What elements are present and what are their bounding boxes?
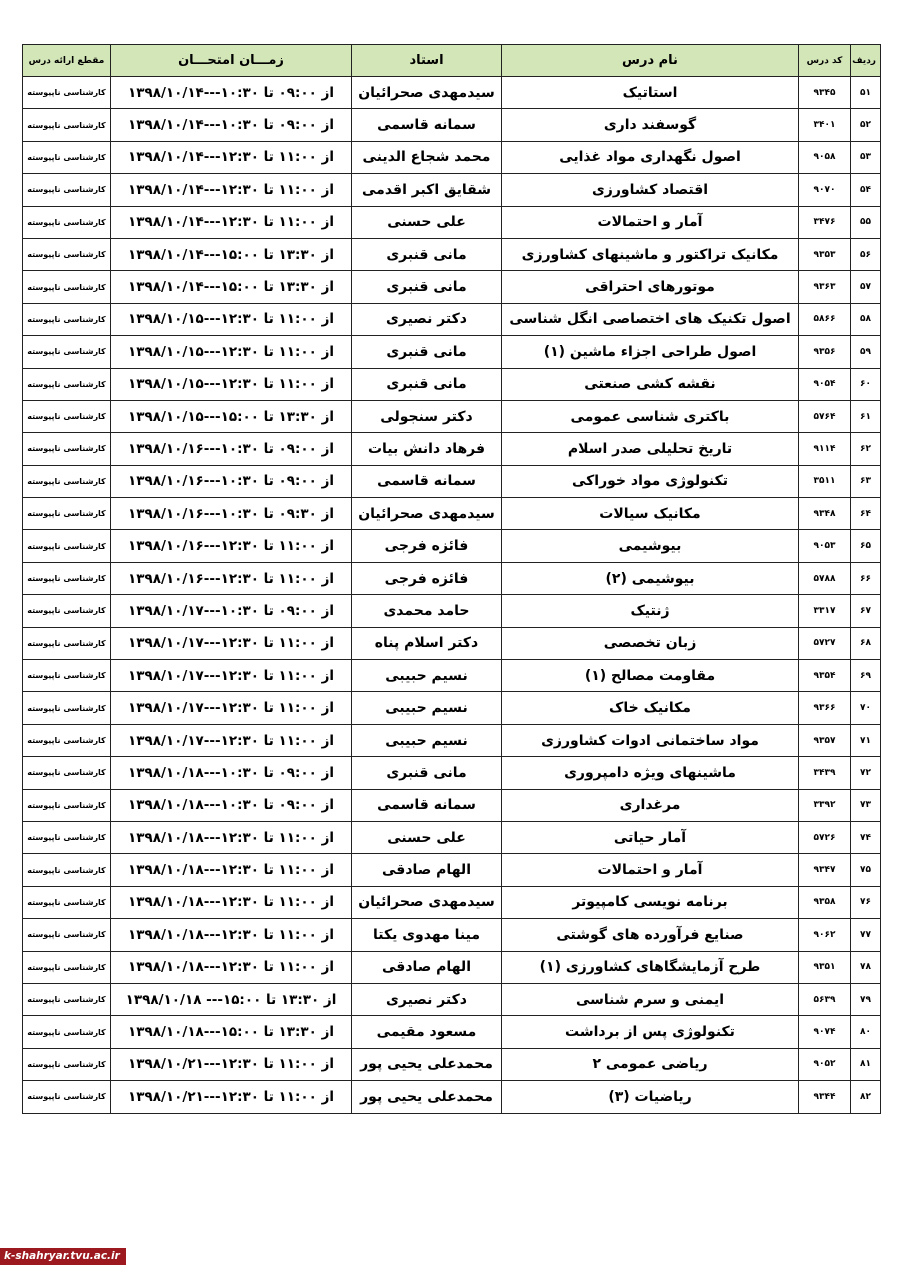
teacher-cell: نسیم حبیبی xyxy=(352,724,502,756)
table-row xyxy=(23,886,881,918)
row-number-cell: ۸۰ xyxy=(851,1016,881,1048)
level-cell: کارشناسی ناپیوسته xyxy=(23,433,111,465)
teacher-cell: دکتر سنجولی xyxy=(352,400,502,432)
row-number-cell: ۵۱ xyxy=(851,77,881,109)
course-code-cell: ۵۶۳۹ xyxy=(799,983,851,1015)
exam-time-cell: از ۱۱:۰۰ تا ۱۲:۳۰---۱۳۹۸/۱۰/۱۶ xyxy=(111,562,352,594)
course-code-cell: ۵۷۸۸ xyxy=(799,562,851,594)
teacher-cell: سمانه قاسمی xyxy=(352,109,502,141)
level-cell: کارشناسی ناپیوسته xyxy=(23,854,111,886)
level-cell: کارشناسی ناپیوسته xyxy=(23,465,111,497)
header-course-code: کد درس xyxy=(799,45,851,77)
table-row xyxy=(23,562,881,594)
exam-time-cell: از ۱۱:۰۰ تا ۱۲:۳۰---۱۳۹۸/۱۰/۱۴ xyxy=(111,206,352,238)
course-name-cell: زبان تخصصی xyxy=(502,627,799,659)
course-code-cell: ۹۰۷۰ xyxy=(799,174,851,206)
header-teacher: استاد xyxy=(352,45,502,77)
exam-time-cell: از ۱۱:۰۰ تا ۱۲:۳۰---۱۳۹۸/۱۰/۱۷ xyxy=(111,724,352,756)
table-row xyxy=(23,174,881,206)
table-row xyxy=(23,368,881,400)
exam-time-cell: از ۱۱:۰۰ تا ۱۲:۳۰---۱۳۹۸/۱۰/۱۷ xyxy=(111,660,352,692)
course-code-cell: ۹۳۵۴ xyxy=(799,660,851,692)
level-cell: کارشناسی ناپیوسته xyxy=(23,77,111,109)
exam-time-cell: از ۱۱:۰۰ تا ۱۲:۳۰---۱۳۹۸/۱۰/۱۷ xyxy=(111,692,352,724)
exam-time-cell: از ۰۹:۰۰ تا ۱۰:۳۰---۱۳۹۸/۱۰/۱۸ xyxy=(111,757,352,789)
level-cell: کارشناسی ناپیوسته xyxy=(23,821,111,853)
level-cell: کارشناسی ناپیوسته xyxy=(23,400,111,432)
exam-time-cell: از ۱۱:۰۰ تا ۱۲:۳۰---۱۳۹۸/۱۰/۱۴ xyxy=(111,141,352,173)
row-number-cell: ۶۰ xyxy=(851,368,881,400)
course-code-cell: ۳۳۹۲ xyxy=(799,789,851,821)
teacher-cell: شقایق اکبر اقدمی xyxy=(352,174,502,206)
exam-time-cell: از ۱۳:۳۰ تا ۱۵:۰۰---۱۳۹۸/۱۰/۱۴ xyxy=(111,238,352,270)
course-name-cell: برنامه نویسی کامپیوتر xyxy=(502,886,799,918)
exam-time-cell: از ۱۱:۰۰ تا ۱۲:۳۰---۱۳۹۸/۱۰/۱۵ xyxy=(111,303,352,335)
course-name-cell: ژنتیک xyxy=(502,595,799,627)
row-number-cell: ۶۷ xyxy=(851,595,881,627)
teacher-cell: الهام صادقی xyxy=(352,951,502,983)
course-code-cell: ۹۰۶۲ xyxy=(799,919,851,951)
level-cell: کارشناسی ناپیوسته xyxy=(23,789,111,821)
exam-time-cell: از ۱۱:۰۰ تا ۱۲:۳۰---۱۳۹۸/۱۰/۱۶ xyxy=(111,530,352,562)
table-row xyxy=(23,789,881,821)
teacher-cell: مانی قنبری xyxy=(352,368,502,400)
table-row xyxy=(23,336,881,368)
table-row xyxy=(23,530,881,562)
site-url-badge: k-shahryar.tvu.ac.ir xyxy=(0,1248,126,1265)
exam-time-cell: از ۰۹:۳۰ تا ۱۰:۳۰---۱۳۹۸/۱۰/۱۶ xyxy=(111,498,352,530)
exam-time-cell: از ۱۱:۰۰ تا ۱۲:۳۰---۱۳۹۸/۱۰/۱۸ xyxy=(111,951,352,983)
teacher-cell: علی حسنی xyxy=(352,206,502,238)
course-name-cell: بیوشیمی xyxy=(502,530,799,562)
level-cell: کارشناسی ناپیوسته xyxy=(23,919,111,951)
row-number-cell: ۸۱ xyxy=(851,1048,881,1080)
course-code-cell: ۹۱۱۴ xyxy=(799,433,851,465)
course-name-cell: بیوشیمی (۲) xyxy=(502,562,799,594)
teacher-cell: دکتر اسلام پناه xyxy=(352,627,502,659)
row-number-cell: ۶۸ xyxy=(851,627,881,659)
exam-time-cell: از ۱۱:۰۰ تا ۱۲:۳۰---۱۳۹۸/۱۰/۱۵ xyxy=(111,336,352,368)
exam-time-cell: از ۰۹:۰۰ تا ۱۰:۳۰---۱۳۹۸/۱۰/۱۸ xyxy=(111,789,352,821)
teacher-cell: مسعود مقیمی xyxy=(352,1016,502,1048)
course-code-cell: ۵۷۲۷ xyxy=(799,627,851,659)
level-cell: کارشناسی ناپیوسته xyxy=(23,886,111,918)
level-cell: کارشناسی ناپیوسته xyxy=(23,206,111,238)
row-number-cell: ۷۲ xyxy=(851,757,881,789)
course-name-cell: ریاضیات (۳) xyxy=(502,1081,799,1113)
row-number-cell: ۵۸ xyxy=(851,303,881,335)
exam-time-cell: از ۱۱:۰۰ تا ۱۲:۳۰---۱۳۹۸/۱۰/۱۸ xyxy=(111,886,352,918)
teacher-cell: فائزه فرجی xyxy=(352,562,502,594)
exam-time-cell: از ۱۱:۰۰ تا ۱۲:۳۰---۱۳۹۸/۱۰/۱۸ xyxy=(111,854,352,886)
row-number-cell: ۵۷ xyxy=(851,271,881,303)
table-row xyxy=(23,627,881,659)
row-number-cell: ۷۱ xyxy=(851,724,881,756)
table-row xyxy=(23,1016,881,1048)
course-name-cell: آمار و احتمالات xyxy=(502,206,799,238)
row-number-cell: ۶۱ xyxy=(851,400,881,432)
header-exam-time: زمـــان امتحـــان xyxy=(111,45,352,77)
header-row xyxy=(23,45,881,77)
level-cell: کارشناسی ناپیوسته xyxy=(23,368,111,400)
teacher-cell: سیدمهدی صحرائیان xyxy=(352,498,502,530)
level-cell: کارشناسی ناپیوسته xyxy=(23,1048,111,1080)
row-number-cell: ۵۳ xyxy=(851,141,881,173)
row-number-cell: ۶۴ xyxy=(851,498,881,530)
teacher-cell: محمد شجاع الدینی xyxy=(352,141,502,173)
table-row xyxy=(23,303,881,335)
course-code-cell: ۹۳۵۱ xyxy=(799,951,851,983)
row-number-cell: ۶۲ xyxy=(851,433,881,465)
course-name-cell: طرح آزمایشگاهای کشاورزی (۱) xyxy=(502,951,799,983)
teacher-cell: نسیم حبیبی xyxy=(352,660,502,692)
exam-time-cell: از ۱۱:۰۰ تا ۱۲:۳۰---۱۳۹۸/۱۰/۱۴ xyxy=(111,174,352,206)
table-row xyxy=(23,465,881,497)
exam-time-cell: از ۱۱:۰۰ تا ۱۲:۳۰---۱۳۹۸/۱۰/۱۸ xyxy=(111,919,352,951)
row-number-cell: ۷۹ xyxy=(851,983,881,1015)
course-name-cell: صنایع فرآورده های گوشتی xyxy=(502,919,799,951)
exam-time-cell: از ۱۱:۰۰ تا ۱۲:۳۰---۱۳۹۸/۱۰/۱۵ xyxy=(111,368,352,400)
exam-time-cell: از ۰۹:۰۰ تا ۱۰:۳۰---۱۳۹۸/۱۰/۱۶ xyxy=(111,433,352,465)
course-name-cell: موتورهای احتراقی xyxy=(502,271,799,303)
exam-time-cell: از ۱۱:۰۰ تا ۱۲:۳۰---۱۳۹۸/۱۰/۱۸ xyxy=(111,821,352,853)
table-row xyxy=(23,498,881,530)
course-code-cell: ۹۰۵۲ xyxy=(799,1048,851,1080)
table-row xyxy=(23,854,881,886)
exam-time-cell: از ۰۹:۰۰ تا ۱۰:۳۰---۱۳۹۸/۱۰/۱۶ xyxy=(111,465,352,497)
row-number-cell: ۷۴ xyxy=(851,821,881,853)
table-row xyxy=(23,724,881,756)
course-name-cell: اصول نگهداری مواد غذایی xyxy=(502,141,799,173)
level-cell: کارشناسی ناپیوسته xyxy=(23,530,111,562)
row-number-cell: ۵۲ xyxy=(851,109,881,141)
course-code-cell: ۳۵۱۱ xyxy=(799,465,851,497)
table-row xyxy=(23,692,881,724)
table-row xyxy=(23,206,881,238)
course-name-cell: مرغداری xyxy=(502,789,799,821)
course-code-cell: ۳۳۱۷ xyxy=(799,595,851,627)
header-course-name: نام درس xyxy=(502,45,799,77)
level-cell: کارشناسی ناپیوسته xyxy=(23,692,111,724)
course-code-cell: ۳۴۳۹ xyxy=(799,757,851,789)
table-row xyxy=(23,400,881,432)
exam-time-cell: از ۱۱:۰۰ تا ۱۲:۳۰---۱۳۹۸/۱۰/۱۷ xyxy=(111,627,352,659)
level-cell: کارشناسی ناپیوسته xyxy=(23,498,111,530)
teacher-cell: سیدمهدی صحرائیان xyxy=(352,886,502,918)
teacher-cell: مینا مهدوی یکتا xyxy=(352,919,502,951)
course-code-cell: ۹۳۵۳ xyxy=(799,238,851,270)
course-code-cell: ۹۰۵۸ xyxy=(799,141,851,173)
table-row xyxy=(23,660,881,692)
level-cell: کارشناسی ناپیوسته xyxy=(23,336,111,368)
course-code-cell: ۹۰۵۳ xyxy=(799,530,851,562)
exam-time-cell: از ۰۹:۰۰ تا ۱۰:۳۰---۱۳۹۸/۱۰/۱۴ xyxy=(111,109,352,141)
table-row xyxy=(23,271,881,303)
table-row xyxy=(23,951,881,983)
teacher-cell: مانی قنبری xyxy=(352,336,502,368)
teacher-cell: سمانه قاسمی xyxy=(352,465,502,497)
row-number-cell: ۶۵ xyxy=(851,530,881,562)
course-name-cell: اصول تکنیک های اختصاصی انگل شناسی xyxy=(502,303,799,335)
exam-schedule-table xyxy=(22,44,881,1114)
table-row xyxy=(23,77,881,109)
level-cell: کارشناسی ناپیوسته xyxy=(23,238,111,270)
row-number-cell: ۵۹ xyxy=(851,336,881,368)
row-number-cell: ۷۳ xyxy=(851,789,881,821)
row-number-cell: ۷۷ xyxy=(851,919,881,951)
teacher-cell: مانی قنبری xyxy=(352,238,502,270)
row-number-cell: ۶۶ xyxy=(851,562,881,594)
course-code-cell: ۳۴۰۱ xyxy=(799,109,851,141)
level-cell: کارشناسی ناپیوسته xyxy=(23,660,111,692)
level-cell: کارشناسی ناپیوسته xyxy=(23,303,111,335)
course-name-cell: ریاضی عمومی ۲ xyxy=(502,1048,799,1080)
course-name-cell: ایمنی و سرم شناسی xyxy=(502,983,799,1015)
level-cell: کارشناسی ناپیوسته xyxy=(23,271,111,303)
teacher-cell: فرهاد دانش بیات xyxy=(352,433,502,465)
course-name-cell: استاتیک xyxy=(502,77,799,109)
course-code-cell: ۳۴۷۶ xyxy=(799,206,851,238)
course-code-cell: ۹۳۵۷ xyxy=(799,724,851,756)
level-cell: کارشناسی ناپیوسته xyxy=(23,724,111,756)
teacher-cell: دکتر نصیری xyxy=(352,303,502,335)
level-cell: کارشناسی ناپیوسته xyxy=(23,174,111,206)
teacher-cell: سمانه قاسمی xyxy=(352,789,502,821)
row-number-cell: ۷۸ xyxy=(851,951,881,983)
table-row xyxy=(23,238,881,270)
level-cell: کارشناسی ناپیوسته xyxy=(23,595,111,627)
exam-time-cell: از ۰۹:۰۰ تا ۱۰:۳۰---۱۳۹۸/۱۰/۱۴ xyxy=(111,77,352,109)
course-code-cell: ۵۸۶۶ xyxy=(799,303,851,335)
table-row xyxy=(23,141,881,173)
row-number-cell: ۵۴ xyxy=(851,174,881,206)
course-code-cell: ۵۷۶۴ xyxy=(799,400,851,432)
exam-time-cell: از ۱۱:۰۰ تا ۱۲:۳۰---۱۳۹۸/۱۰/۲۱ xyxy=(111,1048,352,1080)
teacher-cell: حامد محمدی xyxy=(352,595,502,627)
row-number-cell: ۶۳ xyxy=(851,465,881,497)
course-name-cell: تکنولوژی مواد خوراکی xyxy=(502,465,799,497)
teacher-cell: سیدمهدی صحرائیان xyxy=(352,77,502,109)
exam-time-cell: از ۰۹:۰۰ تا ۱۰:۳۰---۱۳۹۸/۱۰/۱۷ xyxy=(111,595,352,627)
row-number-cell: ۸۲ xyxy=(851,1081,881,1113)
teacher-cell: فائزه فرجی xyxy=(352,530,502,562)
course-code-cell: ۹۳۴۵ xyxy=(799,77,851,109)
course-code-cell: ۹۳۶۳ xyxy=(799,271,851,303)
row-number-cell: ۵۵ xyxy=(851,206,881,238)
teacher-cell: دکتر نصیری xyxy=(352,983,502,1015)
teacher-cell: مانی قنبری xyxy=(352,757,502,789)
table-row xyxy=(23,109,881,141)
course-name-cell: گوسفند داری xyxy=(502,109,799,141)
level-cell: کارشناسی ناپیوسته xyxy=(23,757,111,789)
row-number-cell: ۵۶ xyxy=(851,238,881,270)
table-row xyxy=(23,1048,881,1080)
table-row xyxy=(23,757,881,789)
table-row xyxy=(23,595,881,627)
course-code-cell: ۹۳۴۷ xyxy=(799,854,851,886)
course-code-cell: ۹۳۶۶ xyxy=(799,692,851,724)
level-cell: کارشناسی ناپیوسته xyxy=(23,562,111,594)
header-level: مقطع ارائه درس xyxy=(23,45,111,77)
exam-time-cell: از ۱۱:۰۰ تا ۱۲:۳۰---۱۳۹۸/۱۰/۲۱ xyxy=(111,1081,352,1113)
teacher-cell: نسیم حبیبی xyxy=(352,692,502,724)
level-cell: کارشناسی ناپیوسته xyxy=(23,1016,111,1048)
exam-time-cell: از ۱۳:۳۰ تا ۱۵:۰۰---۱۳۹۸/۱۰/۱۵ xyxy=(111,400,352,432)
level-cell: کارشناسی ناپیوسته xyxy=(23,951,111,983)
row-number-cell: ۷۶ xyxy=(851,886,881,918)
table-row xyxy=(23,1081,881,1113)
teacher-cell: محمدعلی یحیی پور xyxy=(352,1081,502,1113)
course-name-cell: مقاومت مصالح (۱) xyxy=(502,660,799,692)
level-cell: کارشناسی ناپیوسته xyxy=(23,1081,111,1113)
row-number-cell: ۷۰ xyxy=(851,692,881,724)
course-name-cell: ماشینهای ویژه دامپروری xyxy=(502,757,799,789)
course-code-cell: ۹۳۵۶ xyxy=(799,336,851,368)
course-code-cell: ۹۰۷۴ xyxy=(799,1016,851,1048)
course-name-cell: باکتری شناسی عمومی xyxy=(502,400,799,432)
level-cell: کارشناسی ناپیوسته xyxy=(23,627,111,659)
exam-time-cell: از ۱۳:۳۰ تا ۱۵:۰۰---۱۳۹۸/۱۰/۱۸ xyxy=(111,1016,352,1048)
teacher-cell: الهام صادقی xyxy=(352,854,502,886)
course-name-cell: آمار حیاتی xyxy=(502,821,799,853)
course-code-cell: ۹۳۵۸ xyxy=(799,886,851,918)
course-name-cell: اصول طراحی اجزاء ماشین (۱) xyxy=(502,336,799,368)
teacher-cell: محمدعلی یحیی پور xyxy=(352,1048,502,1080)
course-code-cell: ۹۳۴۸ xyxy=(799,498,851,530)
teacher-cell: علی حسنی xyxy=(352,821,502,853)
level-cell: کارشناسی ناپیوسته xyxy=(23,983,111,1015)
row-number-cell: ۷۵ xyxy=(851,854,881,886)
course-name-cell: مکانیک تراکتور و ماشینهای کشاورزی xyxy=(502,238,799,270)
level-cell: کارشناسی ناپیوسته xyxy=(23,109,111,141)
course-name-cell: مکانیک خاک xyxy=(502,692,799,724)
course-code-cell: ۹۳۴۴ xyxy=(799,1081,851,1113)
level-cell: کارشناسی ناپیوسته xyxy=(23,141,111,173)
course-name-cell: تاریخ تحلیلی صدر اسلام xyxy=(502,433,799,465)
course-code-cell: ۵۷۲۶ xyxy=(799,821,851,853)
exam-time-cell: از ۱۳:۳۰ تا ۱۵:۰۰---۱۳۹۸/۱۰/۱۴ xyxy=(111,271,352,303)
course-name-cell: تکنولوژی پس از برداشت xyxy=(502,1016,799,1048)
course-name-cell: نقشه کشی صنعتی xyxy=(502,368,799,400)
table-row xyxy=(23,919,881,951)
teacher-cell: مانی قنبری xyxy=(352,271,502,303)
header-row-number: ردیف xyxy=(851,45,881,77)
course-name-cell: اقتصاد کشاورزی xyxy=(502,174,799,206)
exam-time-cell: از ۱۳:۳۰ تا ۱۵:۰۰--- ۱۳۹۸/۱۰/۱۸ xyxy=(111,983,352,1015)
row-number-cell: ۶۹ xyxy=(851,660,881,692)
course-name-cell: مواد ساختمانی ادوات کشاورزی xyxy=(502,724,799,756)
course-code-cell: ۹۰۵۴ xyxy=(799,368,851,400)
course-name-cell: مکانیک سیالات xyxy=(502,498,799,530)
table-row xyxy=(23,821,881,853)
course-name-cell: آمار و احتمالات xyxy=(502,854,799,886)
table-row xyxy=(23,983,881,1015)
table-row xyxy=(23,433,881,465)
